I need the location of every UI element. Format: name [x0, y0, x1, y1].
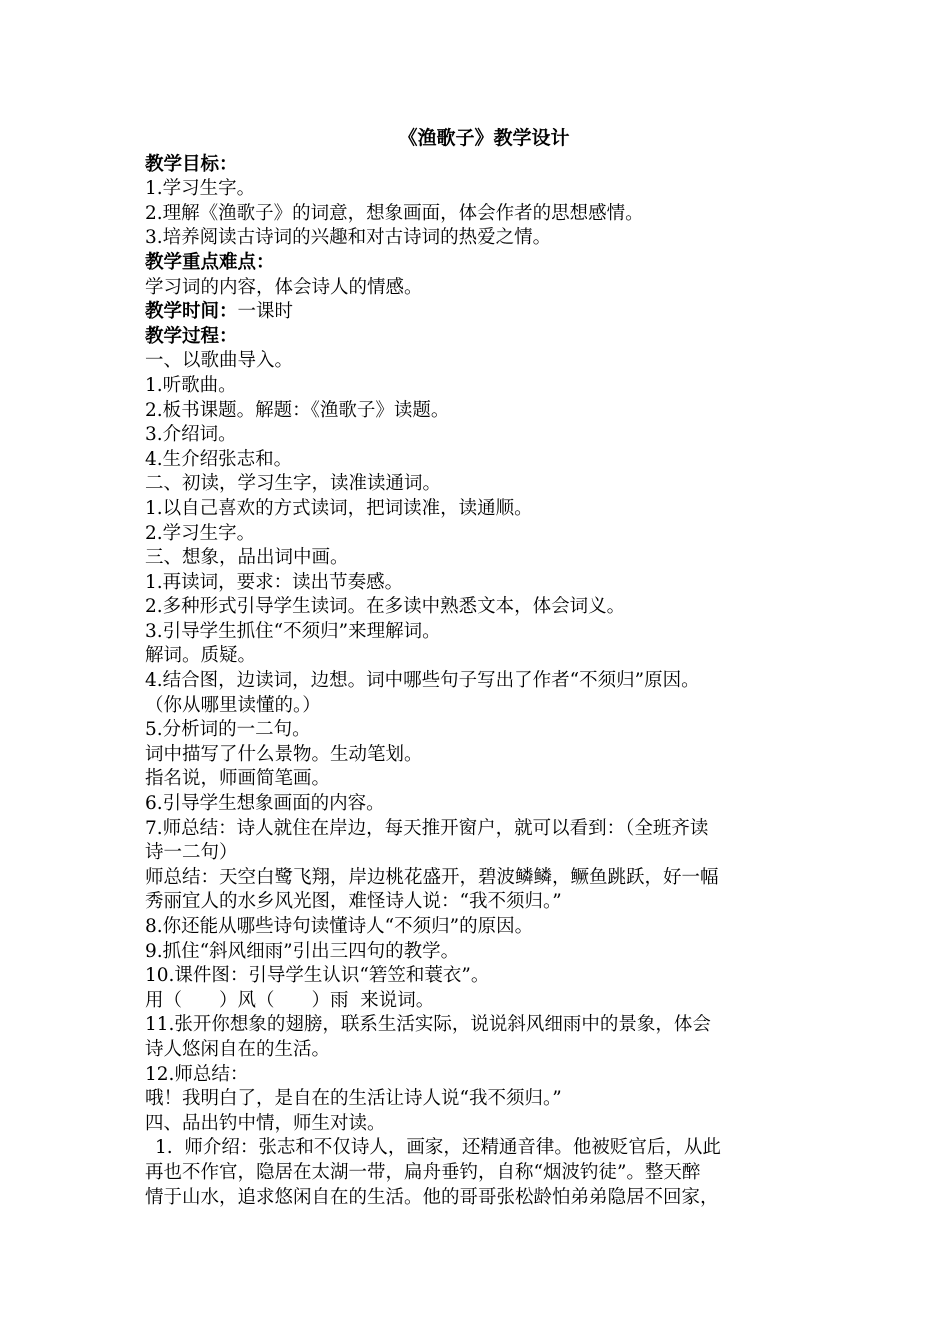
process-line: 一、以歌曲导入。 — [145, 350, 294, 372]
process-line: 7.师总结：诗人就住在岸边，每天推开窗户，就可以看到：（全班齐读 — [145, 817, 709, 839]
process-line: 5.分析词的一二句。 — [145, 719, 311, 741]
process-line: 指名说，师画简笔画。 — [145, 768, 331, 790]
final-paragraph — [145, 1136, 817, 1210]
process-line: 词中描写了什么景物。生动笔划。 — [145, 743, 423, 765]
objectives-heading: 教学目标： — [145, 153, 238, 175]
process-line: 2.学习生字。 — [145, 522, 256, 544]
key-points-heading: 教学重点难点： — [145, 251, 275, 273]
final-paragraph-line: 1. 师介绍：张志和不仅诗人，画家，还精通音律。他被贬官后，从此 — [155, 1137, 721, 1159]
teaching-time — [145, 300, 817, 325]
time-value: 一课时 — [237, 301, 294, 323]
process-line: 6.引导学生想象画面的内容。 — [145, 793, 385, 815]
process-line: 11.张开你想象的翅膀，联系生活实际，说说斜风细雨中的景象，体会 — [145, 1014, 711, 1036]
process-line: 9.抓住“斜风细雨”引出三四句的教学。 — [145, 940, 460, 962]
objective-item: 1.学习生字。 — [145, 178, 256, 200]
process-line: 秀丽宜人的水乡风光图，难怪诗人说：“我不须归。” — [145, 891, 562, 913]
process-line: 12.师总结： — [145, 1063, 249, 1085]
process-line: 2.板书课题。解题：《渔歌子》读题。 — [145, 399, 450, 421]
process-line: 师总结：天空白鹭飞翔，岸边桃花盛开，碧波鳞鳞，鳜鱼跳跃，好一幅 — [145, 866, 719, 888]
process-line: 3.引导学生抓住“不须归”来理解词。 — [145, 620, 441, 642]
process-line: 1.听歌曲。 — [145, 374, 237, 396]
document-page — [145, 126, 817, 1210]
process-line: 4.生介绍张志和。 — [145, 448, 293, 470]
key-points-text: 学习词的内容，体会诗人的情感。 — [145, 276, 423, 298]
process-line: 用（ ）风（ ）雨 来说词。 — [145, 989, 435, 1011]
process-line: 解词。质疑。 — [145, 645, 257, 667]
process-line: 诗人悠闲自在的生活。 — [145, 1038, 331, 1060]
time-heading: 教学时间： — [145, 301, 238, 323]
process-line: 8.你还能从哪些诗句读懂诗人“不须归”的原因。 — [145, 916, 534, 937]
process-line: 诗一二句） — [145, 842, 238, 864]
final-paragraph-line: 情于山水，追求悠闲自在的生活。他的哥哥张松龄怕弟弟隐居不回家， — [145, 1186, 719, 1208]
process-line: 2.多种形式引导学生读词。在多读中熟悉文本，体会词义。 — [145, 596, 626, 618]
process-line: 哦！我明白了，是自在的生活让诗人说“我不须归。” — [145, 1088, 562, 1110]
final-paragraph-line: 再也不作官，隐居在太湖一带，扁舟垂钓，自称“烟波钓徒”。整天醉 — [145, 1161, 701, 1183]
process-line: 10.课件图：引导学生认识“箬笠和蓑衣”。 — [145, 965, 490, 987]
process-line: 4.结合图，边读词，边想。词中哪些句子写出了作者“不须归”原因。 — [145, 670, 700, 692]
process-line: 二、初读，学习生字，读准读通词。 — [145, 473, 442, 495]
process-line: 四、品出钓中情，师生对读。 — [145, 1112, 386, 1134]
process-heading: 教学过程： — [145, 325, 238, 347]
process-line: 1.再读词，要求：读出节奏感。 — [145, 571, 404, 593]
process-line: （你从哪里读懂的。） — [145, 694, 321, 716]
process-line: 1.以自己喜欢的方式读词，把词读准，读通顺。 — [145, 497, 533, 519]
objective-item: 3.培养阅读古诗词的兴趣和对古诗词的热爱之情。 — [145, 227, 552, 249]
document-title: 《渔歌子》教学设计 — [398, 127, 570, 149]
process-line: 3.介绍词。 — [145, 424, 237, 446]
process-lines — [145, 349, 817, 1136]
process-line: 三、想象，品出词中画。 — [145, 547, 349, 569]
objective-item: 2.理解《渔歌子》的词意，想象画面，体会作者的思想感情。 — [145, 202, 644, 224]
